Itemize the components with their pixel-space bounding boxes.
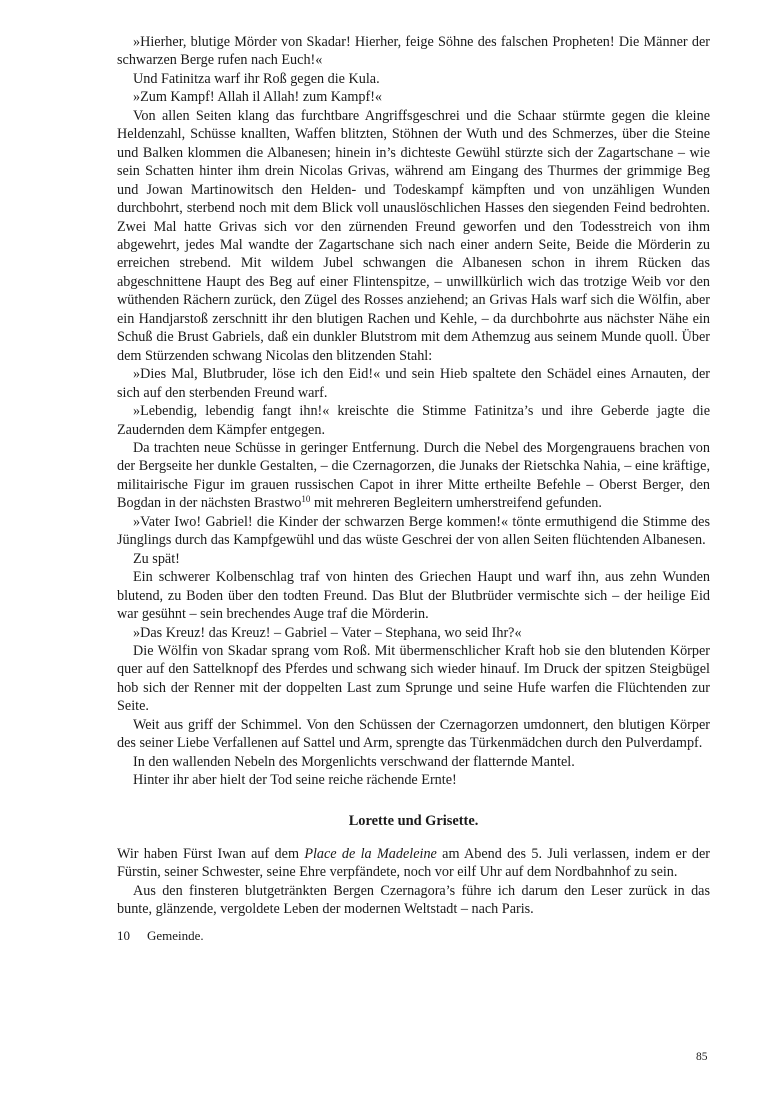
paragraph-3: »Zum Kampf! Allah il Allah! zum Kampf!«: [133, 89, 383, 106]
paragraph-7-text-after: mit mehreren Begleitern umherstreifend gefunden.: [310, 495, 602, 512]
section-paragraph-1-after: am Abend des 5. Juli verlassen, indem er der Fürstin, seiner Schwester, seine Ehre verpfändete, noch vor eilf Uhr auf dem Nordbahnhof zu sein.: [117, 846, 710, 881]
section-paragraph-1: [117, 845, 710, 882]
paragraph-12: Die Wölfin von Skadar sprang vom Roß. Mit übermenschlicher Kraft hob sie den blutenden Körper quer auf den Sattelknopf des Pferdes und schwang sich wieder hinauf. Im Druck der spitzen Steigbügel hob sich der Renner mit der doppelten Last zum Sprunge und seine Hufe warfen die Flüchtenden zur Seite.: [117, 642, 710, 715]
paragraph-10: Ein schwerer Kolbenschlag traf von hinten des Griechen Haupt und warf ihn, aus zehn Wunden blutend, zu Boden über den todten Freund. Das Blut der Blutbrüder vermischte sich – der heilige Eid war gesühnt – sein brechendes Auge traf die Mörderin.: [117, 569, 710, 623]
paragraph-2: Und Fatinitza warf ihr Roß gegen die Kula.: [133, 70, 380, 87]
footnote-text: Gemeinde.: [147, 927, 204, 943]
page-number: 85: [696, 1051, 708, 1063]
footnote-number: 10: [117, 927, 130, 943]
section-heading: Lorette und Grisette.: [348, 812, 479, 829]
paragraph-11: »Das Kreuz! das Kreuz! – Gabriel – Vater – Stephana, wo seid Ihr?«: [133, 624, 522, 641]
paragraph-13: Weit aus griff der Schimmel. Von den Schüssen der Czernagorzen umdonnert, den blutigen Körper des seiner Liebe Verfallenen auf Sattel und Arm, sprengte das Türkenmädchen durch den Pulverdampf.: [117, 716, 710, 752]
paragraph-7-text-before: Da trachten neue Schüsse in geringer Entfernung. Durch die Nebel des Morgengrauens brachen von der Bergseite her dunkle Gestalten, – die Czernagorzen, die Junaks der Rietschka Nahia, – eine kräftige, militairische Figur im grauen russischen Capot in ihrer Mitte ertheilte Befehle – Oberst Berger, den Bogdan in der nächsten Brastwo: [117, 439, 710, 512]
paragraph-7: [117, 439, 710, 513]
section-paragraph-2: Aus den finsteren blutgetränkten Bergen Czernagora’s führe ich darum den Leser zurück in das bunte, glänzende, vergoldete Leben der modernen Weltstadt – nach Paris.: [117, 882, 710, 918]
paragraph-8: »Vater Iwo! Gabriel! die Kinder der schwarzen Berge kommen!« tönte ermuthigend die Stimme des Jünglings durch das Kampfgewühl und das wüste Geschrei der von allen Seiten flüchtenden Albanesen.: [117, 513, 710, 549]
paragraph-6: »Lebendig, lebendig fangt ihn!« kreischte die Stimme Fatinitza’s und ihre Geberde jagte die Zaudernden dem Kämpfer entgegen.: [117, 403, 710, 438]
paragraph-1: »Hierher, blutige Mörder von Skadar! Hierher, feige Söhne des falschen Propheten! Die Männer der schwarzen Berge rufen nach Euch!«: [117, 34, 710, 69]
paragraph-9: Zu spät!: [133, 550, 180, 567]
place-name-italic: Place de la Madeleine: [304, 846, 437, 863]
paragraph-5: »Dies Mal, Blutbruder, löse ich den Eid!« und sein Hieb spaltete den Schädel eines Arnauten, der sich auf den sterbenden Freund warf.: [117, 366, 710, 401]
section-paragraph-1-before: Wir haben Fürst Iwan auf dem: [117, 846, 305, 863]
page-body: [117, 33, 710, 944]
footnote: [117, 927, 710, 944]
paragraph-15: Hinter ihr aber hielt der Tod seine reiche rächende Ernte!: [133, 772, 457, 789]
paragraph-4: Von allen Seiten klang das furchtbare Angriffsgeschrei und die Schaar stürmte gegen die kleine Heldenzahl, Schüsse knallten, Waffen blitzten, Stöhnen der Wuth und des Schmerzes, über die Steine und Balken klommen die Albanesen; hinein in’s dichteste Gewühl stürzte sich der Zagartschane – wie sein Schatten hinter ihm drein Nicolas Grivas, während am Eingang des Thurmes der grimmige Beg und Jowan Martinowitsch den Helden- und Todeskampf kämpften und von unzähligen Wunden durchbohrt, sterbend noch mit dem Blick voll unauslöschlichen Hasses den siegenden Feind bedrohten. Zwei Mal hatte Grivas sich vor den zürnenden Freund geworfen und den Todesstreich von ihm abgewehrt, jedes Mal wandte der Zagartschane sich nach einer andern Seite, Beide die Mörderin zu erreichen strebend. Mit wildem Jubel schwangen die Albanesen schon in ihrem Rücken das abgeschnittene Haupt des Beg auf einer Flintenspitze, – unwillkürlich wich das trotzige Weib vor den wüthenden Rächern zurück, den Zügel des Rosses anziehend; an Grivas Hals warf sich die Wölfin, aber ein Handjarstoß zerschnitt ihr den blutigen Rachen und Kehle, – da durchbohrte aus nächster Nähe ein Schuß die Brust Gabriels, daß ein dunkler Blutstrom mit dem Athemzug aus seinem Munde quoll. Über dem Stürzenden schwang Nicolas den blitzenden Stahl:: [117, 107, 710, 364]
paragraph-14: In den wallenden Nebeln des Morgenlichts verschwand der flatternde Mantel.: [133, 753, 575, 770]
footnote-reference: 10: [301, 494, 311, 505]
